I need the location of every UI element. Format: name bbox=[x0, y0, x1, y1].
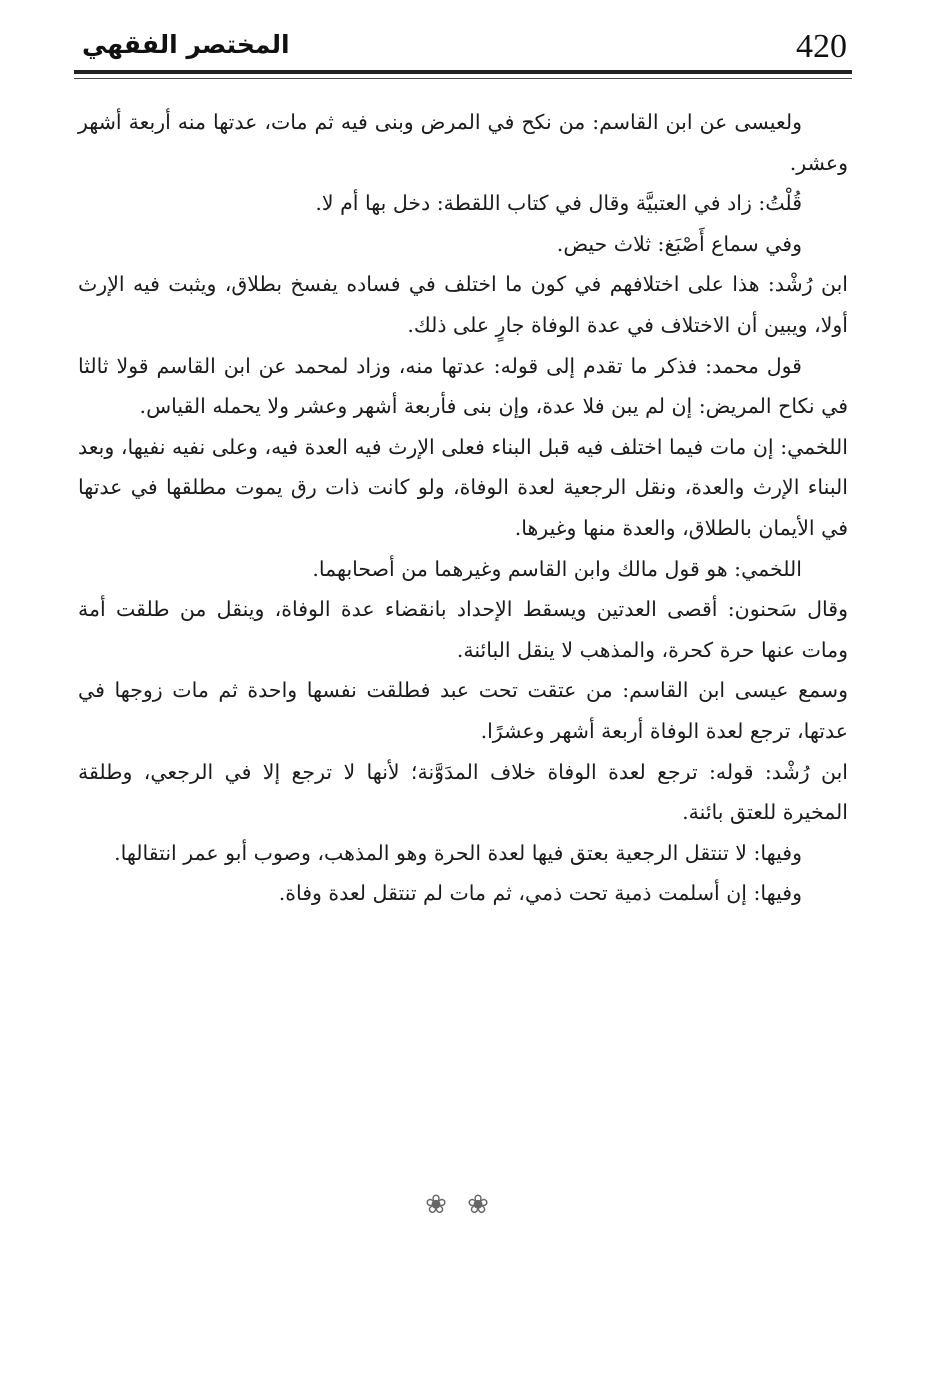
page-number: 420 bbox=[796, 28, 847, 65]
paragraph: ولعيسى عن ابن القاسم: من نكح في المرض وبنى فيه ثم مات، عدتها منه أربعة أشهر وعشر. bbox=[78, 110, 848, 175]
paragraph: ابن رُشْد: هذا على اختلافهم في كون ما اختلف في فساده يفسخ بطلاق، ويثبت فيه الإرث أولا، ويبين أن الاختلاف في عدة الوفاة جارٍ على ذلك. bbox=[78, 272, 848, 337]
body-text bbox=[78, 102, 848, 914]
paragraph: وفيها: لا تنتقل الرجعية بعتق فيها لعدة الحرة وهو المذهب، وصوب أبو عمر انتقالها. bbox=[114, 840, 802, 865]
paragraph: اللخمي: هو قول مالك وابن القاسم وغيرهما من أصحابهما. bbox=[312, 556, 802, 581]
book-title: المختصر الفقهي bbox=[82, 30, 290, 59]
paragraph: وفي سماع أَصْبَغ: ثلاث حيض. bbox=[556, 231, 802, 256]
paragraph: وسمع عيسى ابن القاسم: من عتقت تحت عبد فطلقت نفسها واحدة ثم مات زوجها في عدتها، ترجع لعدة الوفاة أربعة أشهر وعشرًا. bbox=[78, 678, 848, 743]
paragraph: وفيها: إن أسلمت ذمية تحت ذمي، ثم مات لم تنتقل لعدة وفاة. bbox=[278, 881, 802, 906]
page-header bbox=[78, 24, 850, 72]
end-ornament-icon: ❀ ❀ bbox=[425, 1190, 495, 1220]
paragraph: وقال سَحنون: أقصى العدتين ويسقط الإحداد بانقضاء عدة الوفاة، وينقل من طلقت أمة ومات عنها حرة كحرة، والمذهب لا ينقل البائنة. bbox=[78, 597, 848, 662]
header-divider-thin bbox=[74, 78, 852, 79]
header-divider bbox=[74, 70, 852, 74]
paragraph: اللخمي: إن مات فيما اختلف فيه قبل البناء فعلى الإرث فيه العدة فيه، وعلى نفيه نفيها، وبعد البناء الإرث والعدة، ونقل الرجعية لعدة الوفاة، ولو كانت ذات رق يموت مطلقها في عدتها في الأيمان بالطلاق، والعدة منها وغيرها. bbox=[78, 434, 848, 540]
paragraph: ابن رُشْد: قوله: ترجع لعدة الوفاة خلاف المدَوَّنة؛ لأنها لا ترجع إلا في الرجعي، وطلقة المخيرة للعتق بائنة. bbox=[78, 759, 848, 825]
paragraph: قول محمد: فذكر ما تقدم إلى قوله: عدتها منه، وزاد لمحمد عن ابن القاسم قولا ثالثا في نكاح المريض: إن لم يبن فلا عدة، وإن بنى فأربعة أشهر وعشر ولا يحمله القياس. bbox=[78, 353, 848, 419]
paragraph: قُلْتُ: زاد في العتبيَّة وقال في كتاب اللقطة: دخل بها أم لا. bbox=[315, 191, 802, 216]
